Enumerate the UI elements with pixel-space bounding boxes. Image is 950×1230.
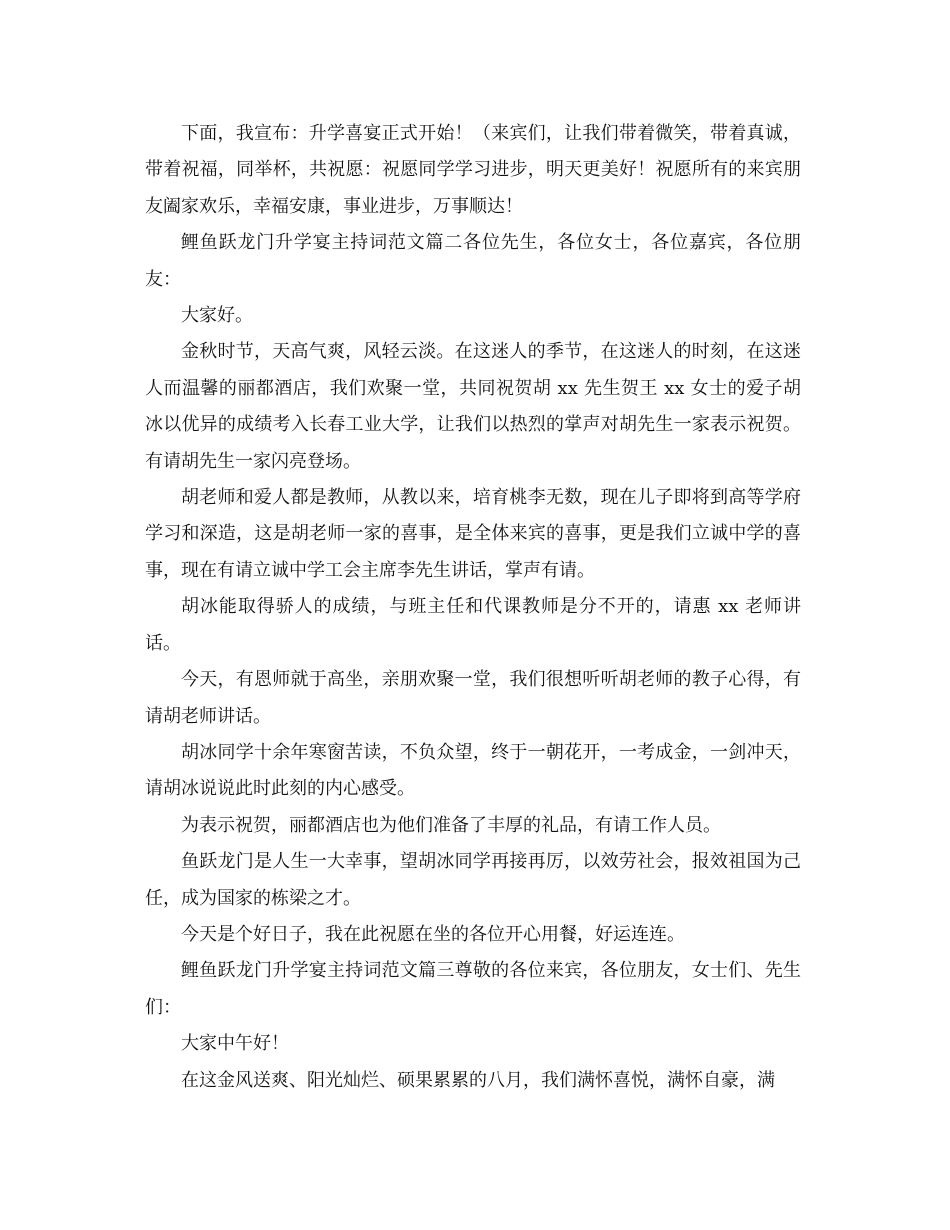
paragraph-august-opening: 在这金风送爽、阳光灿烂、硕果累累的八月，我们满怀喜悦，满怀自豪，满: [181, 1069, 775, 1091]
paragraph-student-speech: 胡冰同学十余年寒窗苦读，不负众望，终于一朝花开，一考成金，一剑冲天，请胡冰说说此时此刻的内心感受。: [145, 741, 801, 800]
paragraph-class-teacher: 胡冰能取得骄人的成绩，与班主任和代课教师是分不开的，请惠 xx 老师讲话。: [145, 596, 801, 654]
paragraph-parenting: 今天，有恩师就于高坐，亲朋欢聚一堂，我们很想听听胡老师的教子心得，有请胡老师讲话。: [145, 669, 801, 727]
paragraph-good-day: 今天是个好日子，我在此祝愿在坐的各位开心用餐，好运连连。: [181, 923, 685, 945]
paragraph-gifts: 为表示祝贺，丽都酒店也为他们准备了丰厚的礼品，有请工作人员。: [181, 814, 721, 836]
paragraph-wishes: 鱼跃龙门是人生一大幸事，望胡冰同学再接再厉，以效劳社会，报效祖国为己任，成为国家的栋梁之才。: [145, 851, 801, 909]
paragraph-teacher-family: 胡老师和爱人都是教师，从教以来，培育桃李无数，现在儿子即将到高等学府学习和深造，这是胡老师一家的喜事，是全体来宾的喜事，更是我们立诚中学的喜事，现在有请立诚中学工会主席李先生讲话，掌声有请。: [145, 487, 801, 581]
document-body: [145, 116, 801, 1099]
paragraph-speech-two-heading: 鲤鱼跃龙门升学宴主持词范文篇二各位先生，各位女士，各位嘉宾，各位朋友：: [145, 232, 801, 290]
paragraph-noon-greeting: 大家中午好！: [181, 1033, 289, 1055]
paragraph-announcement: 下面，我宣布：升学喜宴正式开始！（来宾们，让我们带着微笑，带着真诚，带着祝福，同举杯，共祝愿：祝愿同学学习进步，明天更美好！祝愿所有的来宾朋友阖家欢乐，幸福安康，事业进步，万事顺达！: [145, 123, 801, 217]
paragraph-speech-three-heading: 鲤鱼跃龙门升学宴主持词范文篇三尊敬的各位来宾，各位朋友，女士们、先生们：: [145, 960, 801, 1018]
paragraph-autumn-intro: 金秋时节，天高气爽，风轻云淡。在这迷人的季节，在这迷人的时刻，在这迷人而温馨的丽都酒店，我们欢聚一堂，共同祝贺胡 xx 先生贺王 xx 女士的爱子胡冰以优异的成绩考入长春工业大学，让我们以热烈的掌声对胡先生一家表示祝贺。有请胡先生一家闪亮登场。: [145, 341, 801, 472]
paragraph-greeting: 大家好。: [181, 305, 253, 327]
